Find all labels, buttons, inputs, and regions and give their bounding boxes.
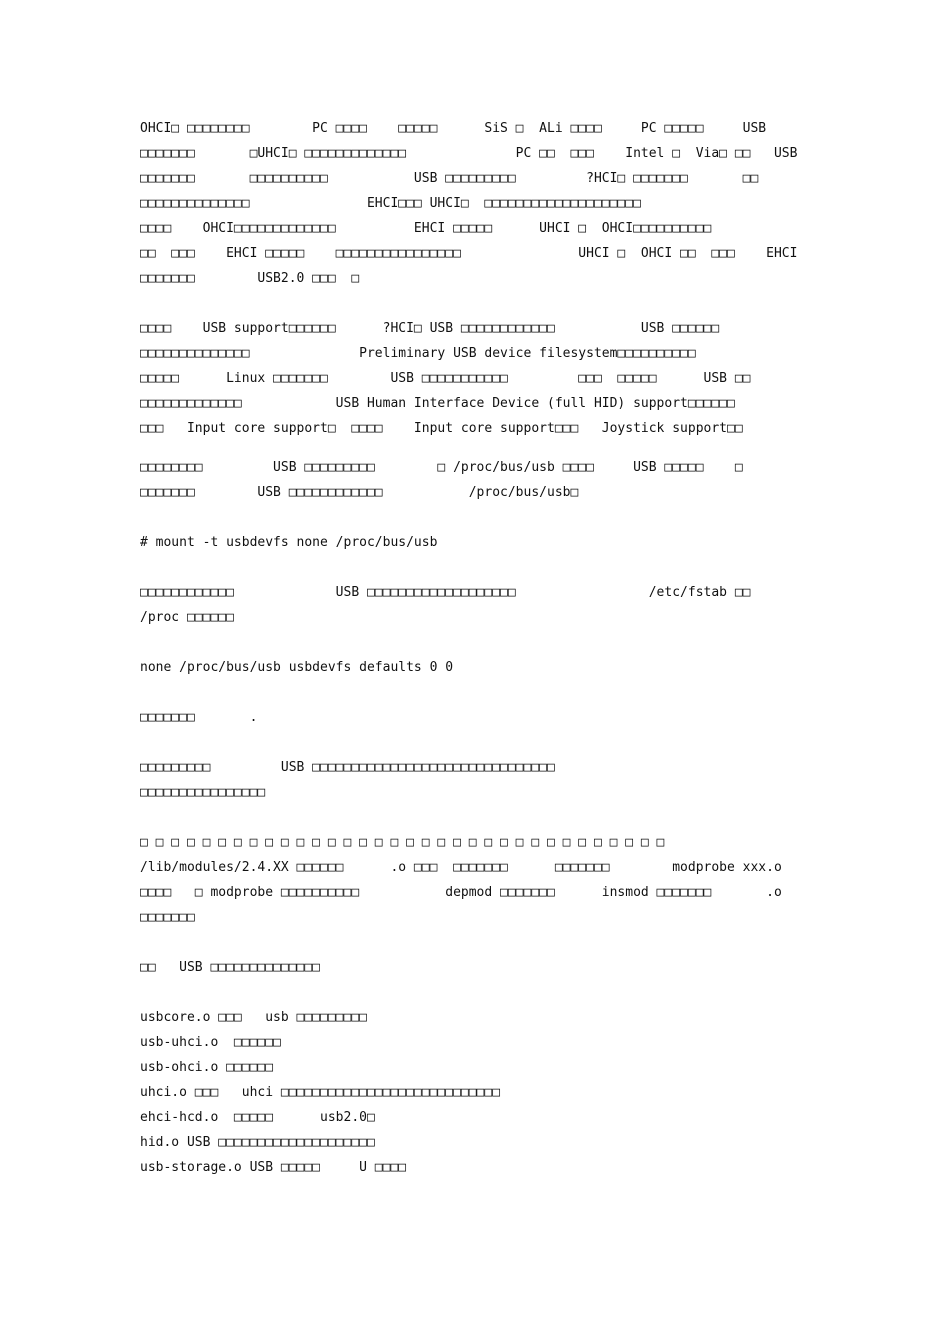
paragraph-usb-support xyxy=(140,316,812,441)
text-line: □□□□□□□ USB □□□□□□□□□□□□ /proc/bus/usb□ xyxy=(140,485,579,500)
paragraph-spacer xyxy=(140,555,812,580)
paragraph-spacer xyxy=(140,730,812,755)
text-line: □□□□□□□□□ USB □□□□□□□□□□□□□□□□□□□□□□□□□□□□□□□ xyxy=(140,760,555,775)
command-line: none /proc/bus/usb usbdevfs defaults 0 0 xyxy=(140,660,454,675)
document-page xyxy=(140,116,812,1180)
text-line: □□□ Input core support□ □□□□ Input core support□□□ Joystick support□□ xyxy=(140,421,743,436)
text-line: /proc □□□□□□ xyxy=(140,610,234,625)
paragraph-module-list-heading xyxy=(140,955,812,980)
text-line: □□□□□□□□□□□□□□ Preliminary USB device filesystem□□□□□□□□□□ xyxy=(140,346,696,361)
list-item: usb-storage.o USB □□□□□ U □□□□ xyxy=(140,1160,407,1175)
text-line: □□□□□□□ xyxy=(140,910,195,925)
paragraph-spacer xyxy=(140,980,812,1005)
command-line: # mount -t usbdevfs none /proc/bus/usb xyxy=(140,535,438,550)
text-line: □□□□ USB support□□□□□□ ?HCI□ USB □□□□□□□□□□□□ USB □□□□□□ xyxy=(140,321,720,336)
module-list xyxy=(140,1005,812,1180)
text-line: □□□□ □ modprobe □□□□□□□□□□ depmod □□□□□□□ insmod □□□□□□□ .o xyxy=(140,885,782,900)
list-item: hid.o USB □□□□□□□□□□□□□□□□□□□□ xyxy=(140,1135,375,1150)
paragraph-usb-drivers xyxy=(140,755,812,805)
paragraph-spacer xyxy=(140,291,812,316)
fstab-entry xyxy=(140,655,812,680)
text-line: □□□□□□□ □□□□□□□□□□ USB □□□□□□□□□ ?HCI□ □□□□□□□ □□ xyxy=(140,171,759,186)
list-item: ehci-hcd.o □□□□□ usb2.0□ xyxy=(140,1110,375,1125)
paragraph-hci-overview xyxy=(140,116,812,291)
text-line: □□□□□□□ USB2.0 □□□ □ xyxy=(140,271,360,286)
text-line: □ □ □ □ □ □ □ □ □ □ □ □ □ □ □ □ □ □ □ □ □ □ □ □ □ □ □ □ □ □ □ □ □ □ xyxy=(140,835,665,850)
list-item: usb-uhci.o □□□□□□ xyxy=(140,1035,281,1050)
text-line: □□ □□□ EHCI □□□□□ □□□□□□□□□□□□□□□□ UHCI □ OHCI □□ □□□ EHCI xyxy=(140,246,798,261)
text-line: □□□□□□□□□□□□ USB □□□□□□□□□□□□□□□□□□□ /etc/fstab □□ xyxy=(140,585,751,600)
list-item: usb-ohci.o □□□□□□ xyxy=(140,1060,274,1075)
paragraph-spacer xyxy=(140,630,812,655)
mount-command xyxy=(140,530,812,555)
text-line: □□□□□□□□□□□□□□□□ xyxy=(140,785,266,800)
text-line: □□ USB □□□□□□□□□□□□□□ xyxy=(140,960,321,975)
list-item: usbcore.o □□□ usb □□□□□□□□□ xyxy=(140,1010,367,1025)
list-item: uhci.o □□□ uhci □□□□□□□□□□□□□□□□□□□□□□□□□□□□ xyxy=(140,1085,501,1100)
text-line: □□□□□□□□□□□□□□ EHCI□□□ UHCI□ □□□□□□□□□□□□□□□□□□□□ xyxy=(140,196,641,211)
text-line: □□□□□□□ □UHCI□ □□□□□□□□□□□□□ PC □□ □□□ Intel □ Via□ □□ USB xyxy=(140,146,798,161)
paragraph-spacer xyxy=(140,930,812,955)
text-line: □□□□□□□□ USB □□□□□□□□□ □ /proc/bus/usb □□□□ USB □□□□□ □ xyxy=(140,460,743,475)
paragraph-spacer xyxy=(140,805,812,830)
paragraph-spacer xyxy=(140,505,812,530)
paragraph-proc-bus-usb xyxy=(140,455,812,505)
paragraph-spacer xyxy=(140,680,812,705)
text-line: □□□□ OHCI□□□□□□□□□□□□□ EHCI □□□□□ UHCI □ OHCI□□□□□□□□□□ xyxy=(140,221,712,236)
text-line: /lib/modules/2.4.XX □□□□□□ .o □□□ □□□□□□□ □□□□□□□ modprobe xxx.o xyxy=(140,860,782,875)
text-line: □□□□□ Linux □□□□□□□ USB □□□□□□□□□□□ □□□ □□□□□ USB □□ xyxy=(140,371,751,386)
text-line: □□□□□□□□□□□□□ USB Human Interface Device (full HID) support□□□□□□ xyxy=(140,396,735,411)
paragraph-spacer xyxy=(140,441,812,455)
paragraph-modules xyxy=(140,830,812,930)
paragraph-short xyxy=(140,705,812,730)
text-line: □□□□□□□ . xyxy=(140,710,258,725)
text-line: OHCI□ □□□□□□□□ PC □□□□ □□□□□ SiS □ ALi □□□□ PC □□□□□ USB xyxy=(140,121,767,136)
paragraph-fstab xyxy=(140,580,812,630)
